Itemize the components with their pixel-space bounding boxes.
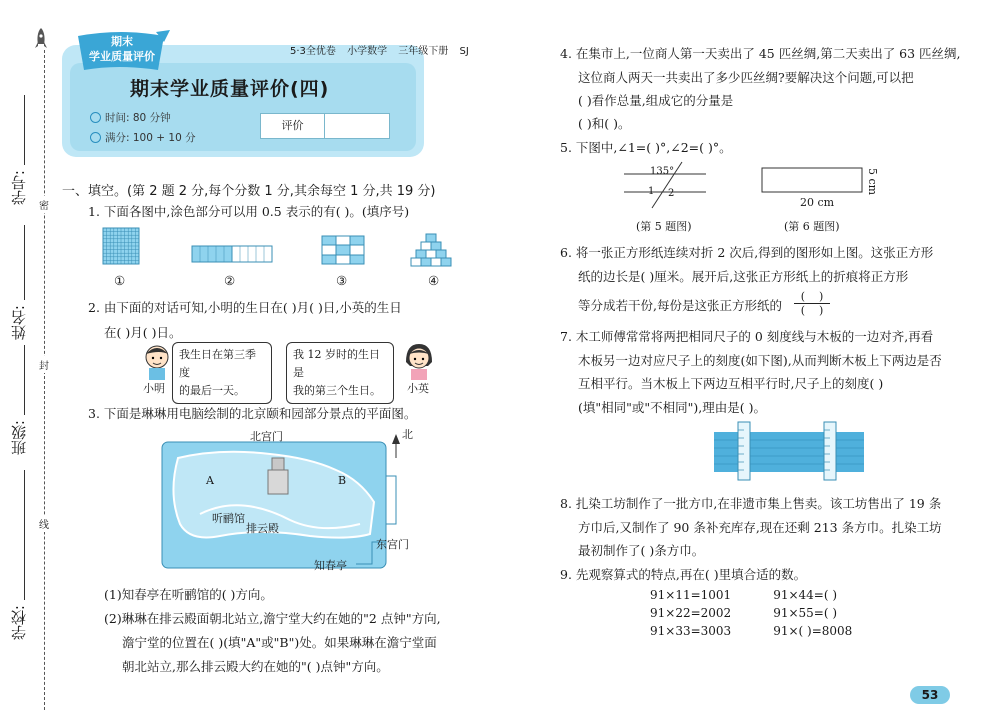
series-info bbox=[290, 42, 477, 57]
series-grade: 三年级下册 bbox=[398, 46, 449, 57]
rocket-icon bbox=[34, 28, 48, 50]
question-7-line-1: 7. 木工师傅常常将两把相同尺子的 0 刻度线与木板的一边对齐,再看 bbox=[560, 329, 934, 344]
question-9: 9. 先观察算式的特点,再在( )里填合适的数。 bbox=[560, 567, 807, 582]
map-label-zhichunting: 知春亭 bbox=[314, 559, 347, 572]
question-8-line-3: 最初制作了( )条方巾。 bbox=[578, 543, 705, 558]
map-label-beigongmen: 北宫门 bbox=[250, 430, 283, 443]
question-6-line-2: 纸的边长是( )厘米。展开后,这张正方形纸上的折痕将正方形 bbox=[578, 269, 909, 284]
score-info: 满分: 100 + 10 分 bbox=[90, 130, 196, 145]
xiaoming-bubble: 我生日在第三季度 的最后一天。 bbox=[172, 342, 272, 404]
figure-2 bbox=[192, 246, 272, 262]
class-label: 班级: bbox=[10, 420, 28, 456]
question-7-line-3: 互相平行。当木板上下两边互相平行时,尺子上的刻度( ) bbox=[578, 376, 884, 391]
cut-mark-feng: 封 bbox=[39, 356, 49, 373]
xiaoming-name: 小明 bbox=[143, 382, 165, 395]
figure-3 bbox=[322, 236, 364, 264]
figure-1 bbox=[103, 228, 139, 264]
map-label-paiyundian: 排云殿 bbox=[246, 522, 279, 535]
badge-text: 期末 学业质量评价 bbox=[89, 35, 155, 63]
map-label-donggongmen: 东宫门 bbox=[376, 538, 409, 551]
xiaoying-avatar bbox=[402, 342, 436, 380]
question-3-sub-2a: (2)琳琳在排云殿面朝北站立,澹宁堂大约在她的"2 点钟"方向, bbox=[104, 611, 441, 626]
evaluation-box[interactable] bbox=[260, 113, 390, 139]
question-4-line-2: 这位商人两天一共卖出了多少匹丝绸?要解决这个问题,可以把 bbox=[578, 70, 914, 85]
evaluation-field[interactable] bbox=[325, 114, 389, 138]
id-blank bbox=[24, 95, 25, 165]
option-4: ④ bbox=[428, 273, 440, 288]
page-number: 53 bbox=[910, 686, 950, 704]
cut-mark-xian: 线 bbox=[39, 515, 49, 532]
question-2-line-1: 2. 由下面的对话可知,小明的生日在( )月( )日,小英的生日 bbox=[88, 300, 402, 315]
calc-left-3: 91×33=3003 bbox=[650, 624, 732, 638]
question-5: 5. 下图中,∠1=( )°,∠2=( )°。 bbox=[560, 140, 732, 155]
question-3: 3. 下面是琳琳用电脑绘制的北京颐和园部分景点的平面图。 bbox=[88, 406, 417, 421]
school-label: 学校: bbox=[10, 605, 28, 641]
series-subject: 小学数学 bbox=[347, 46, 388, 57]
figure-4 bbox=[411, 234, 451, 266]
map-label-b: B bbox=[338, 474, 347, 487]
question-7-line-2: 木板另一边对应尺子上的刻度(如下图),从而判断木板上下两边是否 bbox=[578, 353, 942, 368]
section-title: 一、填空。(第 2 题 2 分,每个分数 1 分,其余每空 1 分,共 19 分) bbox=[62, 184, 436, 199]
clock-icon bbox=[90, 112, 101, 123]
figure-5-caption: (第 5 题图) bbox=[636, 220, 692, 233]
map-label-tinglinguan: 听鹂馆 bbox=[212, 512, 245, 525]
xiaoying-name: 小英 bbox=[407, 382, 429, 395]
q1-figures bbox=[100, 226, 460, 270]
fraction-blank[interactable]: ( ) ( ) bbox=[794, 290, 830, 317]
rect-width-label: 20 cm bbox=[800, 196, 835, 209]
option-2: ② bbox=[224, 273, 236, 288]
calc-left-1: 91×11=1001 bbox=[650, 588, 732, 602]
question-2-line-2: 在( )月( )日。 bbox=[104, 325, 182, 340]
wood-ruler-figure bbox=[714, 420, 864, 482]
question-8-line-1: 8. 扎染工坊制作了一批方巾,在非遗市集上售卖。该工坊售出了 19 条 bbox=[560, 496, 942, 511]
question-4-line-3: ( )看作总量,组成它的分量是 bbox=[578, 93, 734, 108]
angle-2-label: 2 bbox=[668, 188, 675, 199]
check-icon bbox=[90, 132, 101, 143]
cut-line bbox=[44, 50, 45, 710]
rectangle-figure bbox=[760, 166, 870, 196]
question-7-line-4: (填"相同"或"不相同"),理由是( )。 bbox=[578, 400, 766, 415]
question-6-line-1: 6. 将一张正方形纸连续对折 2 次后,得到的图形如上图。这张正方形 bbox=[560, 245, 934, 260]
calc-right-1: 91×44=( ) bbox=[773, 588, 838, 602]
angle-1-label: 1 bbox=[648, 186, 655, 197]
calc-left-2: 91×22=2002 bbox=[650, 606, 732, 620]
id-label: 学号: bbox=[10, 170, 28, 206]
question-3-sub-2b: 澹宁堂的位置在( )(填"A"或"B")处。如果琳琳在澹宁堂面 bbox=[122, 635, 437, 650]
calc-right-2: 91×55=( ) bbox=[773, 606, 838, 620]
question-3-sub-1: (1)知春亭在听鹂馆的( )方向。 bbox=[104, 587, 273, 602]
name-blank bbox=[24, 225, 25, 300]
figure-6-caption: (第 6 题图) bbox=[784, 220, 840, 233]
map-label-a: A bbox=[206, 474, 214, 487]
angle-135-label: 135° bbox=[650, 166, 675, 177]
question-4-line-4: ( )和( )。 bbox=[578, 116, 631, 131]
question-3-sub-2c: 朝北站立,那么排云殿大约在她的"( )点钟"方向。 bbox=[122, 659, 389, 674]
option-3: ③ bbox=[336, 273, 348, 288]
option-1: ① bbox=[114, 273, 126, 288]
school-blank bbox=[24, 470, 25, 600]
xiaoming-avatar bbox=[140, 342, 174, 380]
page-title: 期末学业质量评价(四) bbox=[130, 78, 330, 100]
cut-mark-mi: 密 bbox=[39, 196, 49, 213]
calc-table bbox=[644, 586, 858, 640]
time-info: 时间: 80 分钟 bbox=[90, 110, 171, 125]
question-4-line-1: 4. 在集市上,一位商人第一天卖出了 45 匹丝绸,第二天卖出了 63 匹丝绸, bbox=[560, 46, 961, 61]
question-8-line-2: 方巾后,又制作了 90 条补充库存,现在还剩 213 条方巾。扎染工坊 bbox=[578, 520, 942, 535]
question-6-line-3: 等分成若干份,每份是这张正方形纸的 bbox=[578, 298, 782, 313]
evaluation-label: 评价 bbox=[261, 114, 325, 138]
xiaoying-bubble: 我 12 岁时的生日是 我的第三个生日。 bbox=[286, 342, 394, 404]
name-label: 姓名: bbox=[10, 305, 28, 341]
class-blank bbox=[24, 345, 25, 415]
calc-right-3: 91×( )=8008 bbox=[773, 624, 853, 638]
question-1: 1. 下面各图中,涂色部分可以用 0.5 表示的有( )。(填序号) bbox=[88, 204, 410, 219]
series-brand: 5·3全优卷 bbox=[290, 46, 336, 57]
rect-height-label: 5 cm bbox=[866, 168, 879, 196]
binding-margin bbox=[0, 0, 58, 725]
north-label: 北 bbox=[402, 428, 413, 441]
series-edition: SJ bbox=[459, 46, 469, 57]
